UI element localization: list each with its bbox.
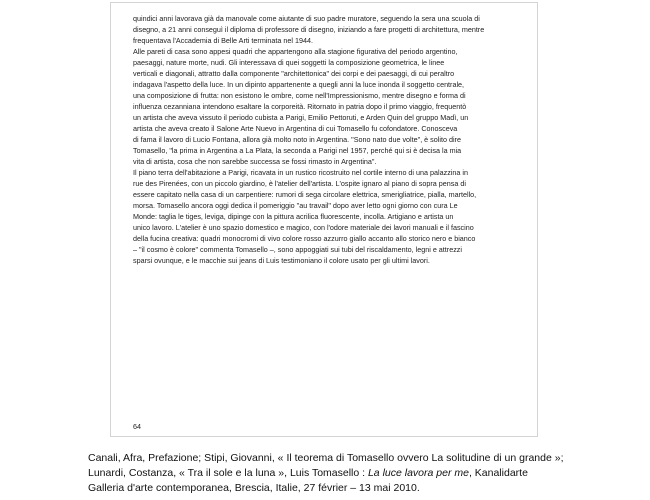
body-line: – "il cosmo è colore" commenta Tomasello –, sono appoggiati sui tubi del riscaldamento, legni e attrezzi xyxy=(133,245,462,254)
body-line: paesaggi, nature morte, nudi. Gli interessava di quei soggetti la composizione geometrica, le linee xyxy=(133,58,445,67)
body-line: vita di artista, cosa che non sarebbe successa se fossi rimasto in Argentina". xyxy=(133,157,377,166)
body-line: della fucina creativa: quadri monocromi di vivo colore rosso azzurro giallo accanto allo storico nero e bianco xyxy=(133,234,476,243)
body-line: disegno, a 21 anni conseguì il diploma di professore di disegno, iniziando a fare progetti di architettura, mentre xyxy=(133,25,485,34)
body-line: indagava l'aspetto della luce. In un dipinto appartenente a quegli anni la luce inonda il soggetto centrale, xyxy=(133,80,465,89)
caption-line-2-suffix: , Kanalidarte xyxy=(468,467,528,479)
page-number: 64 xyxy=(133,422,141,431)
body-line: un artista che aveva vissuto il periodo cubista a Parigi, Emilio Pettoruti, e Arden Quin del gruppo Madì, un xyxy=(133,113,469,122)
body-line: essere capitato nella casa di un carpentiere: rumori di sega circolare elettrica, smerigliatrice, pialla, martello, xyxy=(133,190,477,199)
body-line: una composizione di frutta: non esistono le ombre, come nell'Impressionismo, mentre disegno e forma di xyxy=(133,91,466,100)
source-caption xyxy=(88,451,628,496)
body-line: morsa. Tomasello ancora oggi dedica il pomeriggio "au travail" dopo aver letto ogni giorno con cura Le xyxy=(133,201,458,210)
body-line: influenza cezanniana intendono esaltare la corporeità. Ritornato in patria dopo il primo viaggio, frequentò xyxy=(133,102,467,111)
body-line: verticali e diagonali, attratto dalla componente "architettonica" dei corpi e dei paesaggi, di cui peraltro xyxy=(133,69,455,78)
body-line: quindici anni lavorava già da manovale come aiutante di suo padre muratore, seguendo la sera una scuola di xyxy=(133,14,480,23)
body-line: artista che aveva creato il Salone Arte Nuevo in Argentina di cui Tomasello fu cofondatore. Conosceva xyxy=(133,124,458,133)
body-line: Il piano terra dell'abitazione a Parigi, ricavata in un rustico ricostruito nel cortile interno di una palazzina in xyxy=(133,168,468,177)
body-line: frequentava l'Accademia di Belle Arti terminata nel 1944. xyxy=(133,36,313,45)
caption-line-1: Canali, Afra, Prefazione; Stipi, Giovanni, « Il teorema di Tomasello ovvero La solitudine di un grande »; xyxy=(88,452,564,464)
body-line: rue des Pirenées, con un piccolo giardino, è l'atelier dell'artista. L'ospite ignaro al piano di sopra pensa di xyxy=(133,179,466,188)
scanned-page xyxy=(110,2,538,437)
caption-book-title: La luce lavora per me xyxy=(367,467,469,479)
body-line: unico lavoro. L'atelier è uno spazio domestico e magico, con l'odore materiale dei lavori manuali e il fascino xyxy=(133,223,474,232)
caption-line-3: Galleria d'arte contemporanea, Brescia, Italie, 27 février – 13 mai 2010. xyxy=(88,482,420,494)
body-line: Tomasello, "la prima in Argentina a La Plata, la seconda a Parigi nel 1957, perché qui si è decisa la mia xyxy=(133,146,462,155)
page-body-text xyxy=(133,13,518,266)
body-line: Monde: taglia le tiges, leviga, dipinge con la pittura acrilica fluorescente, incolla. Artigiano e artista un xyxy=(133,212,454,221)
body-line: sparsi ovunque, e le macchie sui jeans di Luis testimoniano il colore usato per gli ultimi lavori. xyxy=(133,256,430,265)
caption-line-2-prefix: Lunardi, Costanza, « Tra il sole e la luna », Luis Tomasello : xyxy=(88,467,368,479)
body-line: di fama il lavoro di Lucio Fontana, allora già molto noto in Argentina. "Sono nato due volte", è solito dire xyxy=(133,135,461,144)
body-line: Alle pareti di casa sono appesi quadri che appartengono alla stagione figurativa del periodo argentino, xyxy=(133,47,458,56)
caption-line-2 xyxy=(88,466,628,481)
